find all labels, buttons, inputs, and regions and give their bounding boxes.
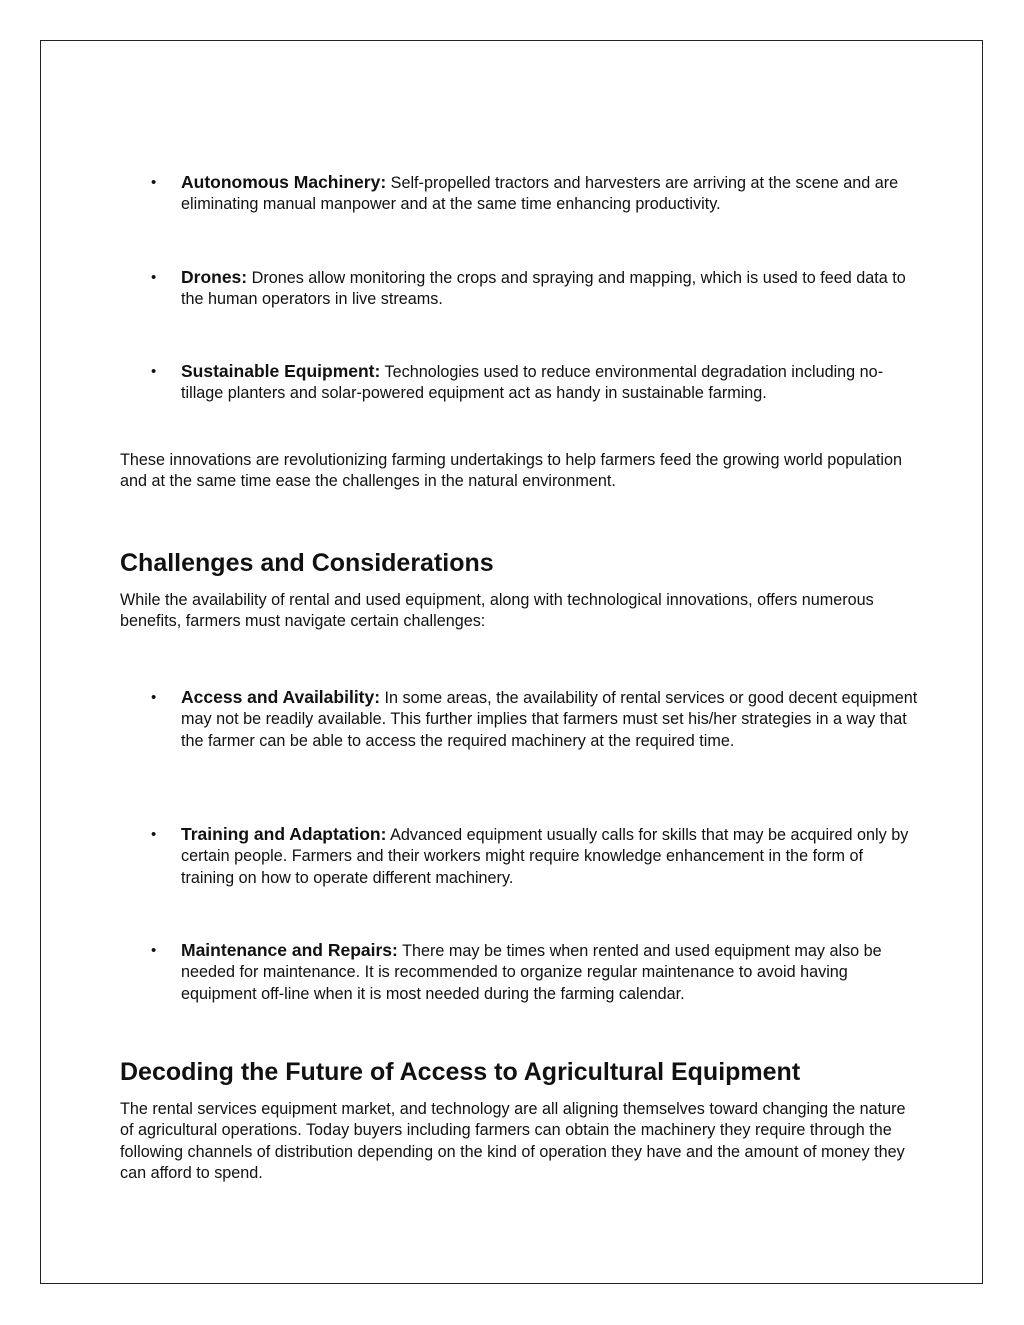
bullet-title: Sustainable Equipment:	[181, 361, 381, 381]
bullet-icon: •	[151, 174, 157, 191]
list-item	[120, 940, 920, 1005]
challenges-intro	[120, 590, 920, 633]
bullet-text: Drones allow monitoring the crops and spraying and mapping, which is used to feed data to the human operators in live streams.	[181, 269, 906, 309]
bullet-text: Self-propelled tractors and harvesters are arriving at the scene and are eliminating manual manpower and at the same time enhancing productivity.	[181, 174, 899, 214]
challenges-section-heading	[120, 548, 920, 578]
bullet-text: In some areas, the availability of rental services or good decent equipment may not be readily available. This further implies that farmers must set his/her strategies in a way that the farmer can be able to access the required machinery at the required time.	[181, 689, 918, 750]
bullet-title: Autonomous Machinery:	[181, 172, 387, 192]
page-border	[40, 40, 983, 1284]
innovations-summary	[120, 450, 920, 493]
bullet-maintenance-repairs	[120, 940, 920, 1005]
future-paragraph	[120, 1099, 920, 1184]
paragraph: These innovations are revolutionizing farming undertakings to help farmers feed the growing world population and at the same time ease the challenges in the natural environment.	[120, 451, 902, 491]
bullet-icon: •	[151, 826, 157, 843]
list-item	[120, 361, 920, 405]
bullet-access-availability	[120, 687, 920, 752]
bullet-text: There may be times when rented and used equipment may also be needed for maintenance. It is recommended to organize regular maintenance to avoid having equipment off-line when it is most needed during the farming calendar.	[181, 942, 882, 1003]
bullet-training-adaptation	[120, 824, 920, 889]
list-item	[120, 267, 920, 311]
bullet-icon: •	[151, 689, 157, 706]
paragraph: While the availability of rental and used equipment, along with technological innovations, offers numerous benefits, farmers must navigate certain challenges:	[120, 591, 874, 631]
section-heading: Challenges and Considerations	[120, 549, 494, 577]
list-item	[120, 172, 920, 216]
list-item	[120, 824, 920, 889]
bullet-icon: •	[151, 942, 157, 959]
bullet-autonomous-machinery	[120, 172, 920, 216]
section-heading: Decoding the Future of Access to Agricultural Equipment	[120, 1058, 801, 1086]
bullet-title: Maintenance and Repairs:	[181, 940, 398, 960]
bullet-title: Access and Availability:	[181, 687, 381, 707]
future-section-heading	[120, 1057, 920, 1087]
bullet-icon: •	[151, 269, 157, 286]
bullet-title: Training and Adaptation:	[181, 824, 387, 844]
paragraph: The rental services equipment market, and technology are all aligning themselves toward changing the nature of agricultural operations. Today buyers including farmers can obtain the machinery they require through the following channels of distribution depending on the kind of operation they have and the amount of money they can afford to spend.	[120, 1100, 906, 1182]
bullet-drones	[120, 267, 920, 311]
bullet-text: Technologies used to reduce environmental degradation including no-tillage planters and solar-powered equipment act as handy in sustainable farming.	[181, 363, 884, 403]
bullet-sustainable-equipment	[120, 361, 920, 405]
bullet-title: Drones:	[181, 267, 248, 287]
bullet-text: Advanced equipment usually calls for skills that may be acquired only by certain people. Farmers and their workers might require knowledge enhancement in the form of training on how to operate different machinery.	[181, 826, 909, 887]
list-item	[120, 687, 920, 752]
bullet-icon: •	[151, 363, 157, 380]
